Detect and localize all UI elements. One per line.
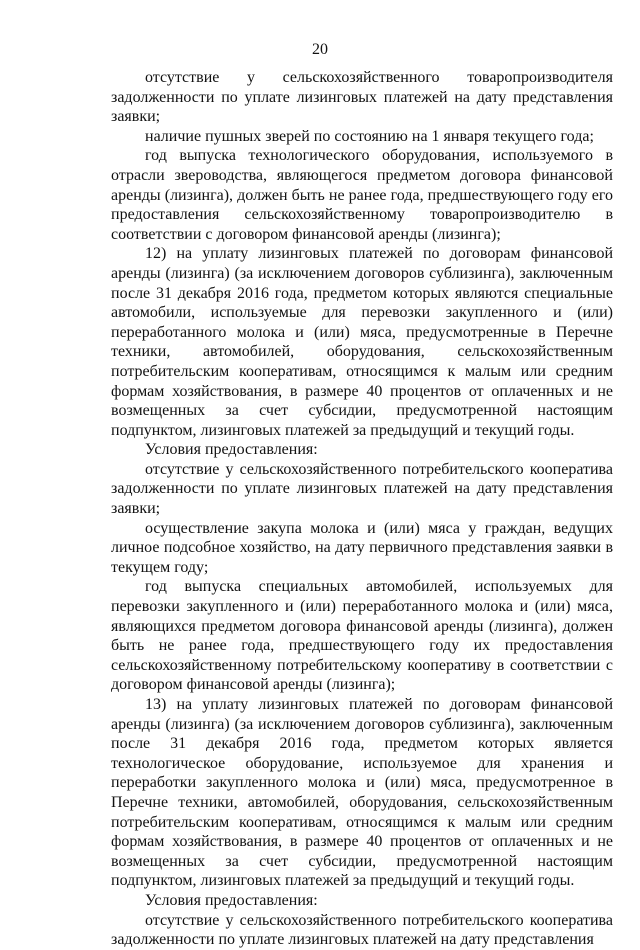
paragraph-condition-fur-animals: наличие пушных зверей по состоянию на 1 января текущего года; [145,127,594,145]
paragraph-item-13: 13) на уплату лизинговых платежей по договорам финансовой аренды (лизинга) (за исключением договоров сублизинга), заключенным после 31 декабря 2016 года, предметом которых является технологическое оборудование, используемое для хранения и переработки закупленного молока и (или) мяса, предусмотренное в Перечне техники, автомобилей, оборудования, сельскохозяйственным потребительским кооперативам, относящимся к малым или средним формам хозяйствования, в размере 40 процентов от оплаченных и не возмещенных за счет субсидии, предусмотренной настоящим подпунктом, лизинговых платежей за предыдущий и текущий годы. [111,696,613,890]
paragraph-condition-purchase: осуществление закупа молока и (или) мяса у граждан, ведущих личное подсобное хозяйство, на дату первичного представления заявки в текущем году; [111,519,613,576]
paragraph-condition-no-debt-cooperative-1: отсутствие у сельскохозяйственного потребительского кооператива задолженности по уплате лизинговых платежей на дату представления заявки; [111,460,613,518]
paragraph-conditions-heading-1: Условия предоставления: [145,441,318,459]
page-number: 20 [312,41,328,58]
paragraph-condition-no-debt-cooperative-2: отсутствие у сельскохозяйственного потребительского кооператива задолженности по уплате лизинговых платежей на дату представления [111,911,613,949]
paragraph-item-12: 12) на уплату лизинговых платежей по договорам финансовой аренды (лизинга) (за исключением договоров сублизинга), заключенным после 31 декабря 2016 года, предметом которых являются специальные автомобили, используемые для перевозки закупленного и (или) переработанного молока и (или) мяса, предусмотренные в Перечне техники, автомобилей, оборудования, сельскохозяйственным потребительским кооперативам, относящимся к малым или средним формам хозяйствования, в размере 40 процентов от оплаченных и не возмещенных за счет субсидии, предусмотренной настоящим подпунктом, лизинговых платежей за предыдущий и текущий годы. [111,245,613,439]
paragraph-condition-equipment-year: год выпуска технологического оборудования, используемого в отрасли звероводства, являющегося предметом договора финансовой аренды (лизинга), должен быть не ранее года, предшествующего году его предоставления сельскохозяйственному товаропроизводителю в соответствии с договором финансовой аренды (лизинга); [111,147,613,243]
paragraph-conditions-heading-2: Условия предоставления: [145,891,318,909]
paragraph-condition-vehicle-year: год выпуска специальных автомобилей, используемых для перевозки закупленного и (или) переработанного молока и (или) мяса, являющихся предметом договора финансовой аренды (лизинга), должен быть не ранее года, предшествующего году их предоставления сельскохозяйственному потребительскому кооперативу в соответствии с договором финансовой аренды (лизинга); [111,578,613,694]
paragraph-condition-no-debt-producer: отсутствие у сельскохозяйственного товаропроизводителя задолженности по уплате лизинговых платежей на дату представления заявки; [111,69,613,126]
document-body [111,68,613,950]
